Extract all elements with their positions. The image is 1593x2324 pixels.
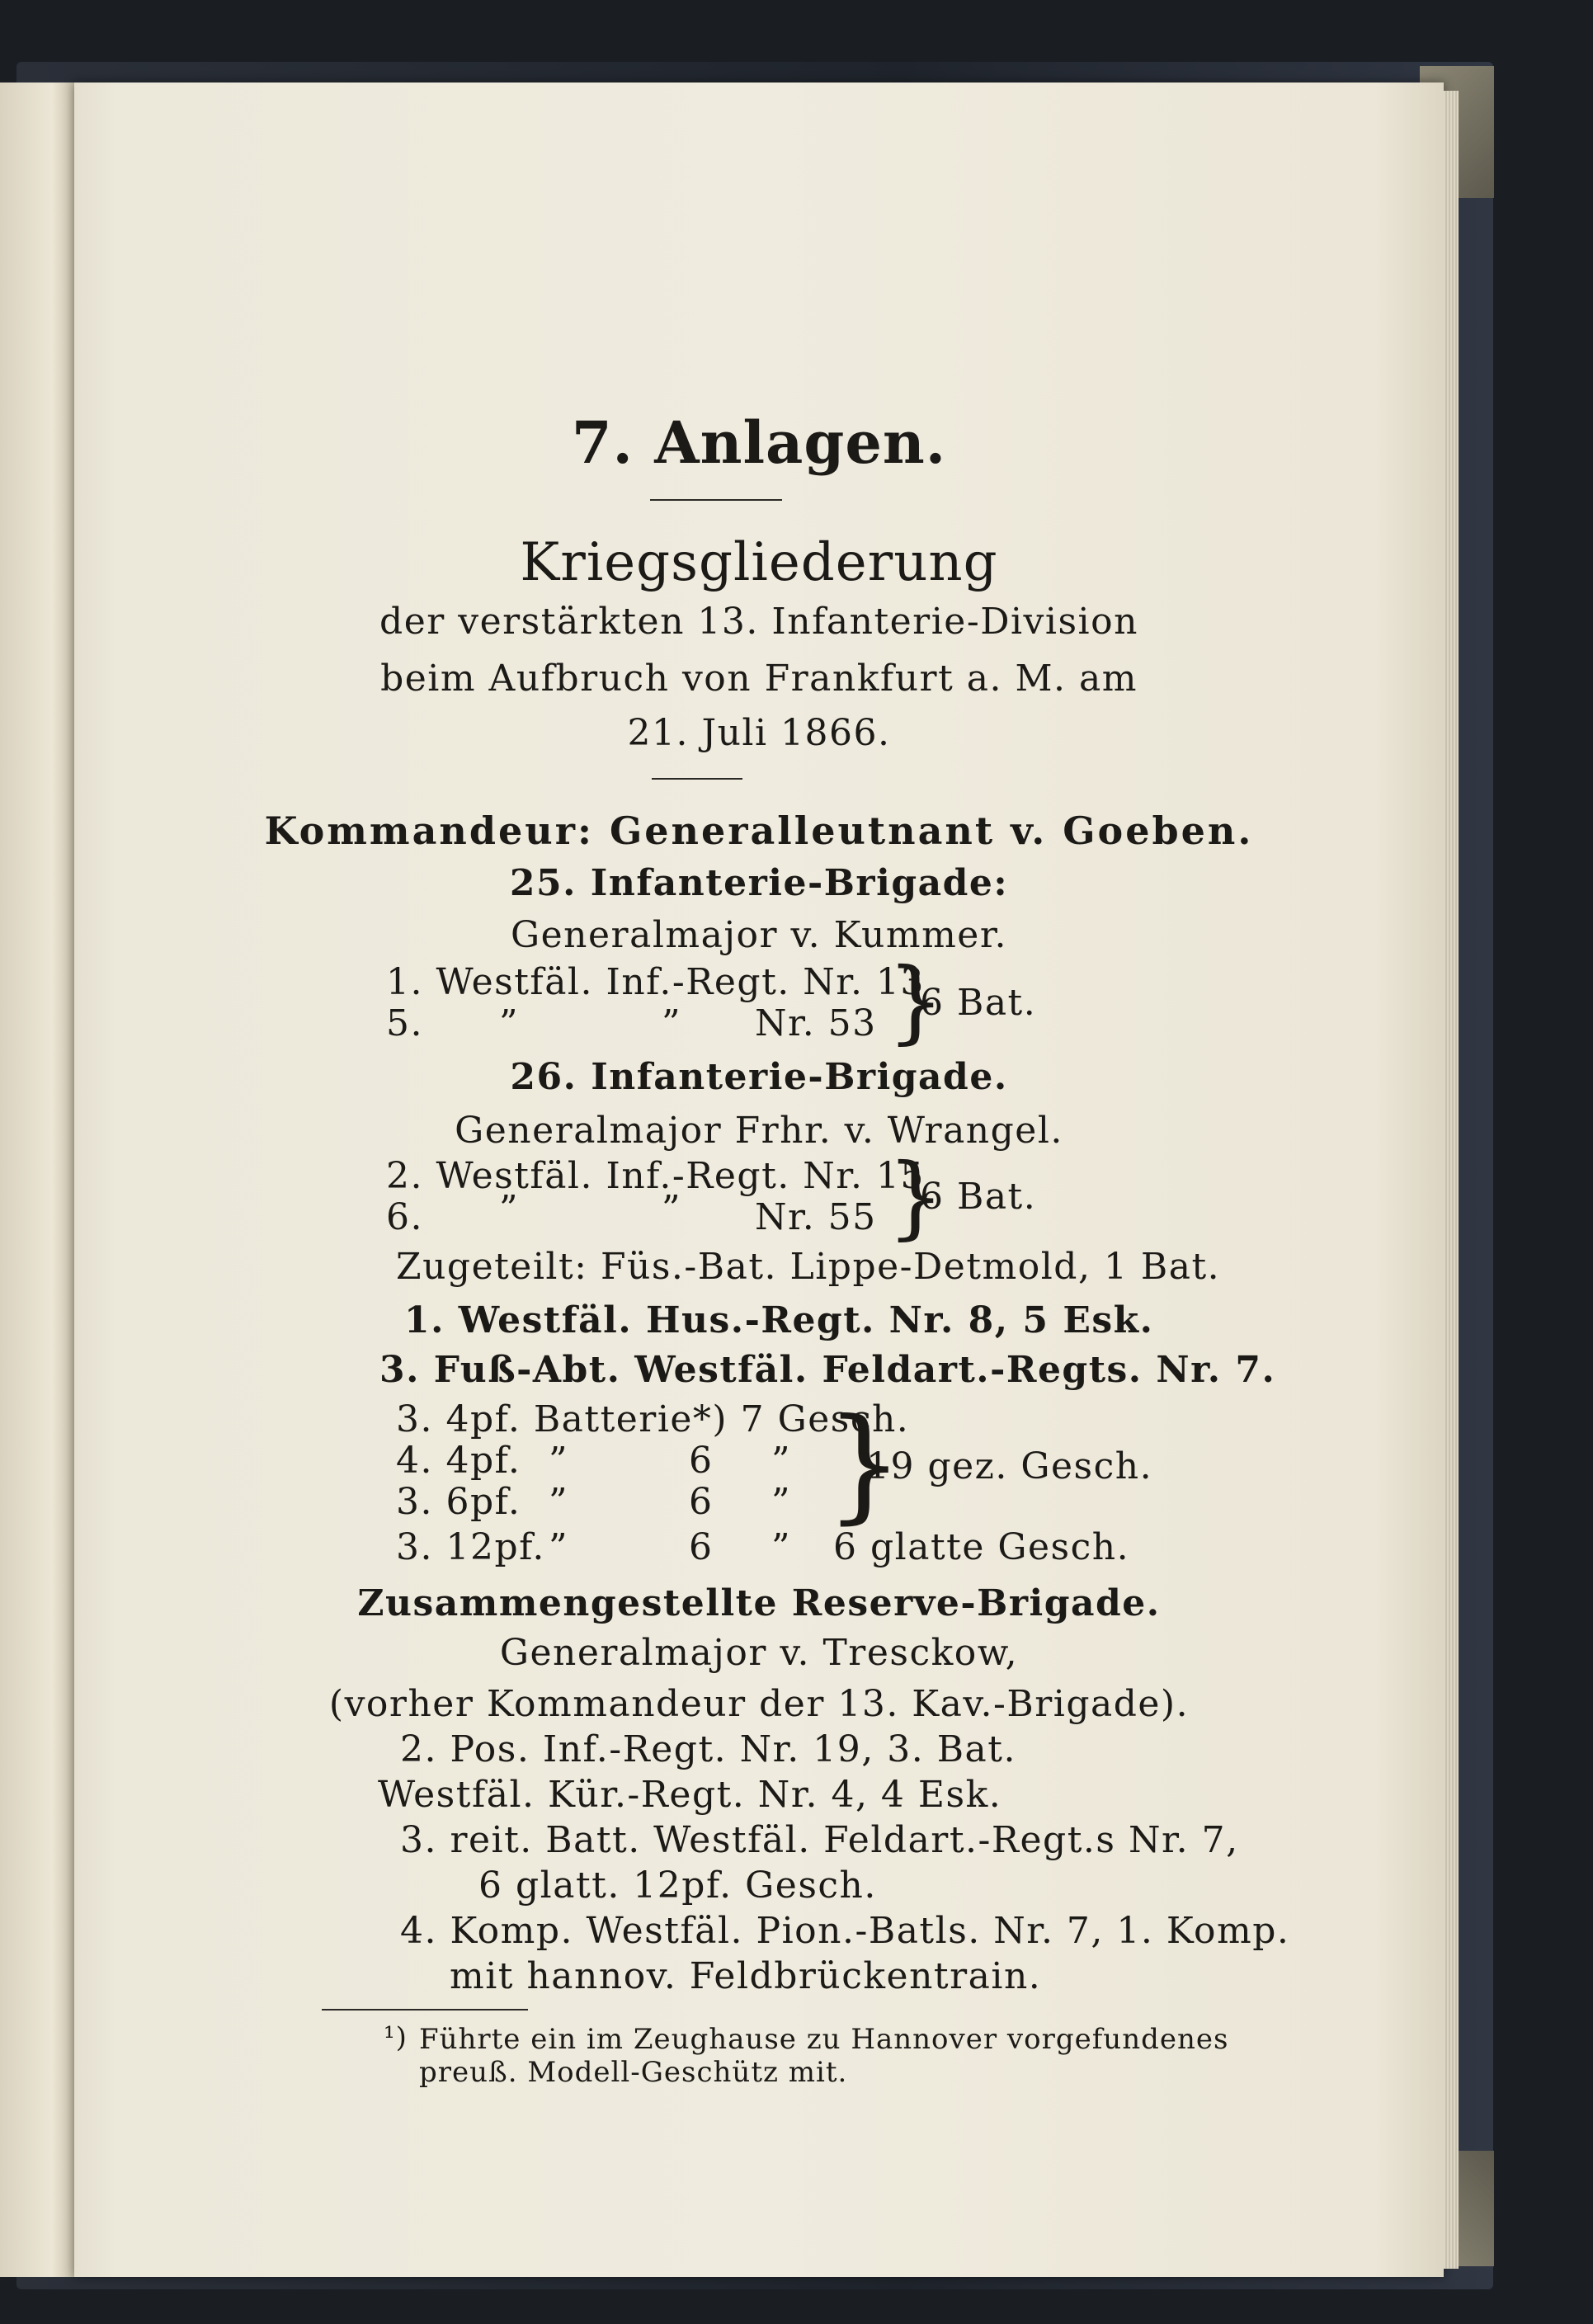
attached-line: Zugeteilt: Füs.-Bat. Lippe-Detmold, 1 Bat.	[396, 1246, 1221, 1288]
battery-row-count: 6	[689, 1526, 714, 1568]
battery-row-count: 6	[689, 1481, 714, 1523]
brigade-26-general: Generalmajor Frhr. v. Wrangel.	[455, 1110, 1063, 1152]
brigade-25-row: 1. Westfäl. Inf.-Regt. Nr. 13	[386, 961, 925, 1003]
brigade-26-strength: 6 Bat.	[920, 1176, 1037, 1218]
rifled-guns-total: 19 gez. Gesch.	[866, 1445, 1153, 1487]
brigade-26-row: 2. Westfäl. Inf.-Regt. Nr. 15	[386, 1155, 925, 1197]
page-stack-edge	[1444, 91, 1459, 2269]
reserve-brigade-title: Zusammengestellte Reserve-Brigade.	[357, 1582, 1161, 1624]
ditto-mark: ”	[771, 1481, 791, 1523]
commander-line: Kommandeur: Generalleutnant v. Goeben.	[264, 808, 1254, 853]
ditto-mark: ”	[499, 1002, 519, 1044]
ditto-mark: ”	[499, 1188, 519, 1230]
page-heading: 7. Anlagen.	[571, 408, 947, 477]
cavalry-line: 1. Westfäl. Hus.-Regt. Nr. 8, 5 Esk.	[404, 1299, 1154, 1341]
left-page-edge	[0, 82, 74, 2277]
reserve-brigade-note: (vorher Kommandeur der 13. Kav.-Brigade).	[328, 1683, 1190, 1725]
brigade-26-row: 6.	[386, 1196, 423, 1238]
intro-line: der verstärkten 13. Infanterie-Division	[379, 601, 1138, 643]
ditto-mark: ”	[662, 1002, 681, 1044]
brigade-25-general: Generalmajor v. Kummer.	[510, 914, 1008, 956]
brace-icon: }	[825, 1393, 904, 1536]
brigade-26-row: Nr. 55	[755, 1196, 877, 1238]
brigade-25-row: 5.	[386, 1002, 423, 1044]
footnote-line: preuß. Modell-Geschütz mit.	[419, 2056, 848, 2089]
ditto-mark: ”	[771, 1526, 791, 1568]
reserve-line: 4. Komp. Westfäl. Pion.-Batls. Nr. 7, 1. Komp.	[400, 1910, 1290, 1952]
divider	[650, 499, 782, 501]
page-content	[74, 82, 1444, 2277]
battery-row-count: 6	[689, 1440, 714, 1482]
brigade-26-title: 26. Infanterie-Brigade.	[510, 1056, 1008, 1098]
intro-line: 21. Juli 1866.	[627, 712, 891, 754]
brace-icon: }	[887, 948, 945, 1054]
battery-row: 4. 4pf.	[396, 1440, 521, 1482]
smooth-guns-total: 6 glatte Gesch.	[833, 1526, 1130, 1568]
ditto-mark: ”	[662, 1188, 681, 1230]
reserve-brigade-general: Generalmajor v. Tresckow,	[499, 1632, 1019, 1674]
brigade-25-row: Nr. 53	[755, 1002, 877, 1044]
ditto-mark: ”	[549, 1526, 568, 1568]
brace-icon: }	[887, 1143, 945, 1249]
footnote-rule	[322, 2009, 528, 2011]
artillery-title: 3. Fuß-Abt. Westfäl. Feldart.-Regts. Nr. 7.	[379, 1349, 1276, 1391]
brigade-25-title: 25. Infanterie-Brigade:	[509, 862, 1009, 904]
reserve-line: 6 glatt. 12pf. Gesch.	[478, 1864, 877, 1907]
brigade-25-strength: 6 Bat.	[920, 982, 1037, 1024]
divider	[652, 778, 742, 780]
battery-row: 3. 12pf.	[396, 1526, 545, 1568]
battery-row: 3. 4pf. Batterie*) 7 Gesch.	[396, 1398, 910, 1440]
ditto-mark: ”	[549, 1481, 568, 1523]
footnote-line: Führte ein im Zeughause zu Hannover vorgefundenes	[419, 2023, 1229, 2056]
page-subtitle: Kriegsgliederung	[520, 532, 998, 593]
intro-line: beim Aufbruch von Frankfurt a. M. am	[380, 658, 1138, 700]
reserve-line: 3. reit. Batt. Westfäl. Feldart.-Regt.s Nr. 7,	[400, 1819, 1239, 1861]
reserve-line: mit hannov. Feldbrückentrain.	[450, 1955, 1042, 1997]
reserve-line: Westfäl. Kür.-Regt. Nr. 4, 4 Esk.	[378, 1774, 1002, 1816]
reserve-line: 2. Pos. Inf.-Regt. Nr. 19, 3. Bat.	[400, 1728, 1016, 1770]
battery-row: 3. 6pf.	[396, 1481, 521, 1523]
ditto-mark: ”	[549, 1440, 568, 1482]
footnote-marker: ¹)	[384, 2021, 408, 2054]
ditto-mark: ”	[771, 1440, 791, 1482]
